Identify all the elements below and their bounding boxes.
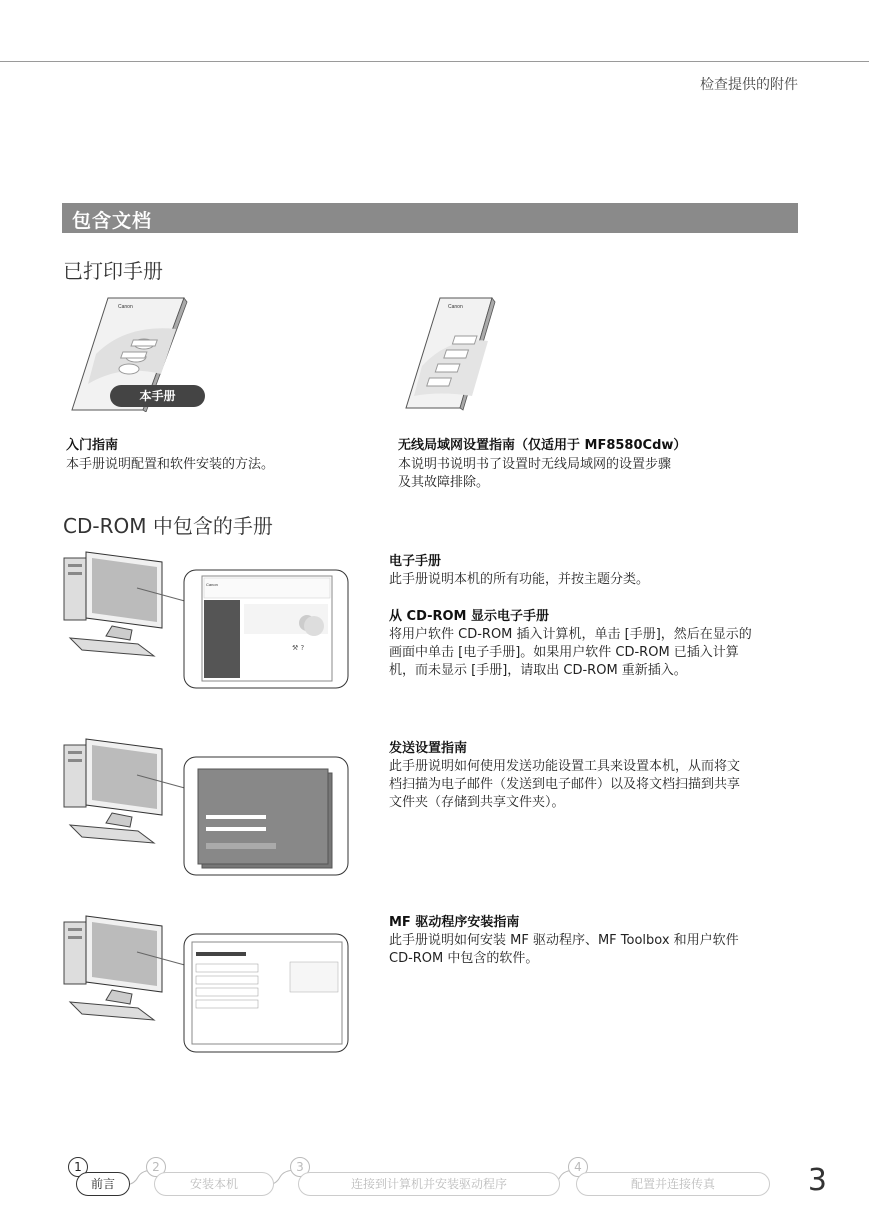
e-manual-sub-title: 从 CD-ROM 显示电子手册 [389,609,550,624]
step-3-number: 3 [290,1157,310,1177]
send-setting-guide-title: 发送设置指南 [389,741,468,756]
getting-started-title: 入门指南 [66,438,119,453]
send-setting-guide-desc-line3: 文件夹（存储到共享文件夹）。 [389,795,565,810]
getting-started-desc: 本手册说明配置和软件安装的方法。 [66,457,275,472]
e-manual-sub-desc-line1: 将用户软件 CD-ROM 插入计算机，单击 [手册]，然后在显示的 [389,627,752,642]
svg-text:Canon: Canon [118,304,133,310]
mf-driver-guide-computer-illustration [62,912,352,1057]
wireless-lan-guide-booklet-illustration [400,296,500,412]
e-manual-sub-desc-line2: 画面中单击 [电子手册]。如果用户软件 CD-ROM 已插入计算 [389,645,739,660]
chapter-navigation [66,1157,786,1201]
step-4-number: 4 [568,1157,588,1177]
wireless-lan-guide-desc-line2: 及其故障排除。 [398,475,490,490]
header-rule [0,61,869,62]
e-manual-computer-illustration [62,548,352,693]
step-1-number: 1 [68,1157,88,1177]
step-4-label[interactable]: 配置并连接传真 [576,1172,770,1196]
e-manual-desc: 此手册说明本机的所有功能，并按主题分类。 [389,572,650,587]
step-1-label[interactable]: 前言 [76,1172,130,1196]
e-manual-title: 电子手册 [389,554,442,569]
section-title: 包含文档 [72,210,153,232]
send-setting-guide-desc-line1: 此手册说明如何使用发送功能设置工具来设置本机，从而将文 [389,759,741,774]
mf-driver-guide-desc-line2: CD-ROM 中包含的软件。 [389,951,539,966]
step-2-label[interactable]: 安装本机 [154,1172,274,1196]
e-manual-sub-desc-line3: 机，而未显示 [手册]，请取出 CD-ROM 重新插入。 [389,663,687,678]
send-setting-guide-computer-illustration [62,735,352,880]
svg-text:Canon: Canon [448,304,463,310]
cdrom-manuals-heading: CD-ROM 中包含的手册 [63,514,273,538]
mf-driver-guide-title: MF 驱动程序安装指南 [389,915,520,930]
step-2-number: 2 [146,1157,166,1177]
printed-manuals-heading: 已打印手册 [63,259,163,283]
svg-text:⚒ ?: ⚒ ? [292,644,305,652]
mf-driver-guide-desc-line1: 此手册说明如何安装 MF 驱动程序、MF Toolbox 和用户软件 [389,933,739,948]
step-3-label[interactable]: 连接到计算机并安装驱动程序 [298,1172,560,1196]
svg-text:Canon: Canon [206,582,218,587]
this-manual-badge: 本手册 [110,385,205,407]
wireless-lan-guide-desc-line1: 本说明书说明书了设置时无线局域网的设置步骤 [398,457,672,472]
section-bar [62,203,798,233]
page-number: 3 [807,1163,827,1198]
wireless-lan-guide-title: 无线局域网设置指南（仅适用于 MF8580Cdw） [398,438,687,453]
page-header-title: 检查提供的附件 [700,77,798,93]
send-setting-guide-desc-line2: 档扫描为电子邮件（发送到电子邮件）以及将文档扫描到共享 [389,777,741,792]
